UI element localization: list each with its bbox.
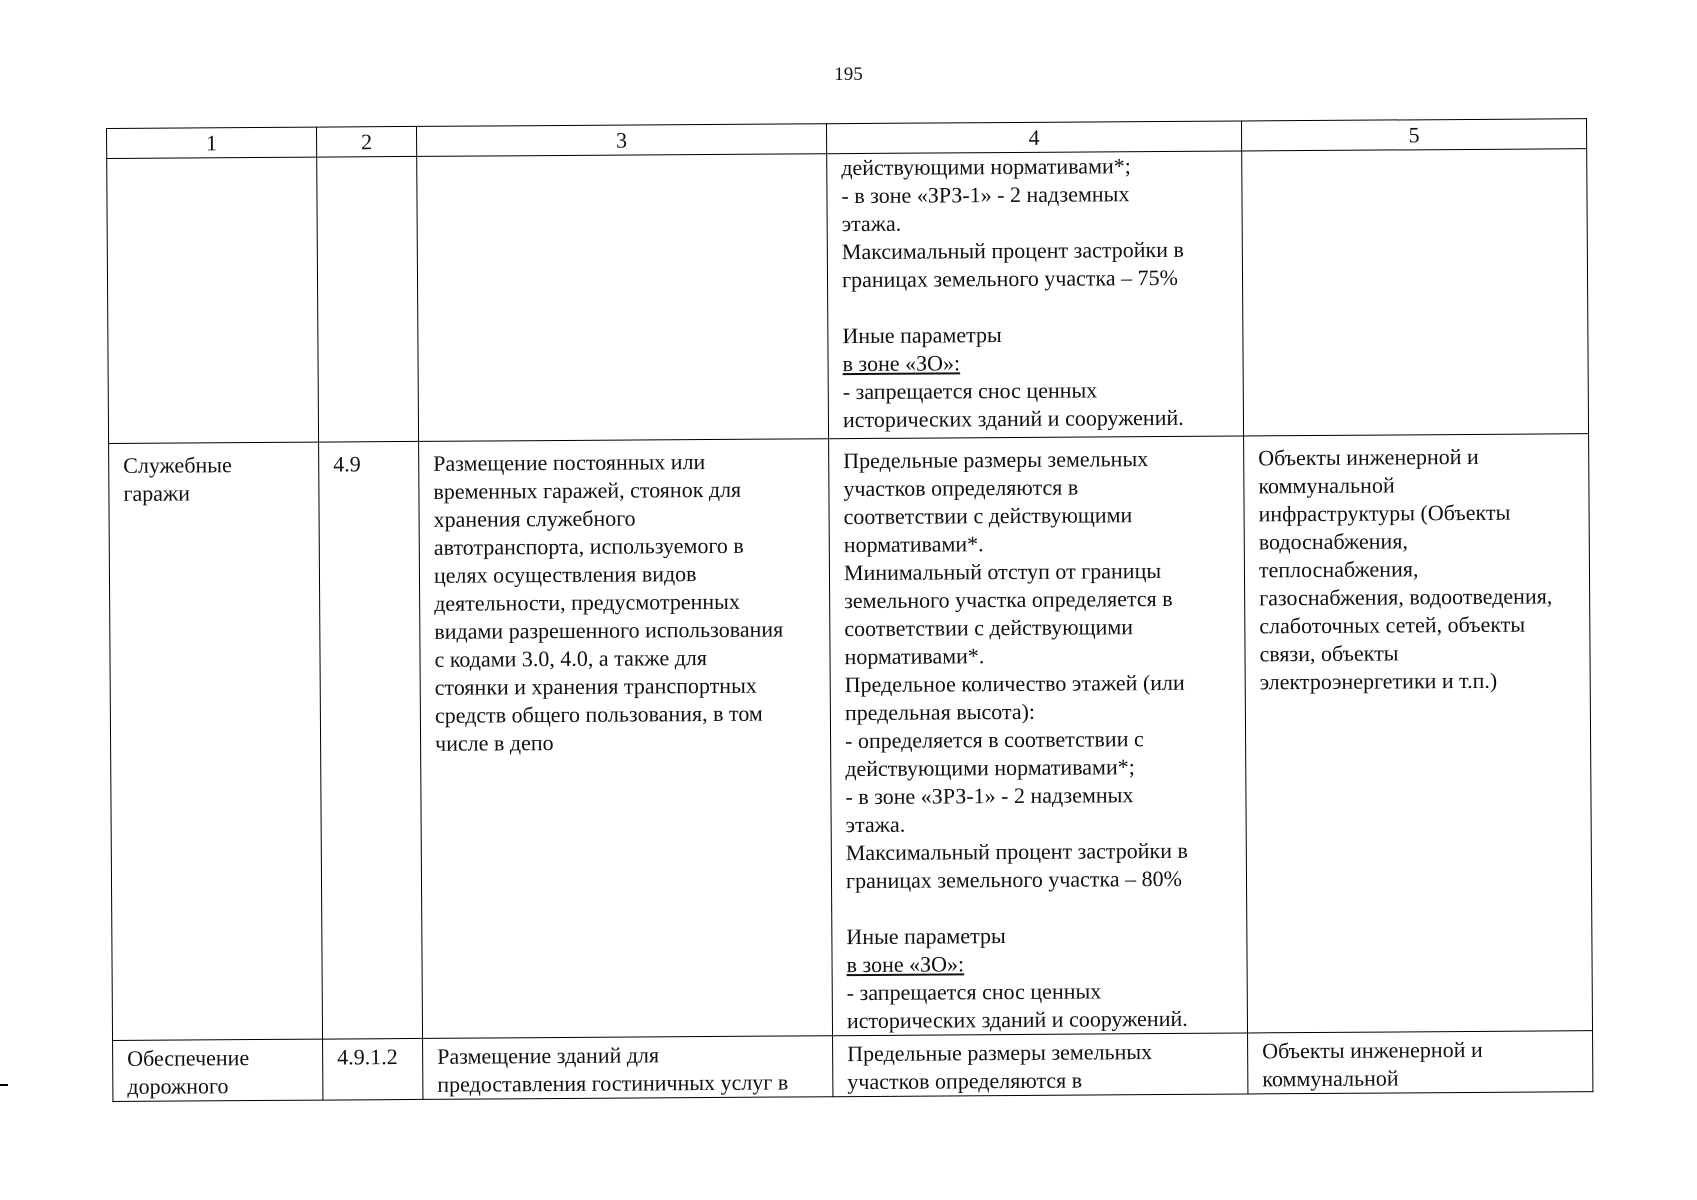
cell-line: автотранспорта, используемого в bbox=[433, 532, 744, 560]
cell-line: Объекты инженерной и bbox=[1258, 443, 1479, 471]
table-row bbox=[113, 1031, 1593, 1102]
cell-line: газоснабжения, водоотведения, bbox=[1259, 583, 1553, 611]
auxiliary-objects-cell bbox=[1242, 149, 1589, 436]
cell-line bbox=[846, 893, 1232, 924]
cell-line: дорожного bbox=[127, 1073, 229, 1099]
column-header-3: 3 bbox=[416, 124, 826, 157]
cell-line: временных гаражей, стоянок для bbox=[433, 476, 742, 504]
cell-line: числе в депо bbox=[435, 730, 554, 756]
cell-line: Минимальный отступ от границы bbox=[843, 558, 1162, 586]
cell-line: участков определяются в bbox=[843, 474, 1079, 502]
cell-line: Иные параметры bbox=[842, 322, 1002, 349]
cell-line: Предельные размеры земельных bbox=[847, 1039, 1153, 1067]
cell-line: соответствии с действующими bbox=[844, 614, 1134, 642]
cell-line: стоянки и хранения транспортных bbox=[434, 672, 757, 700]
cell-line: предоставления гостиничных услуг в bbox=[437, 1069, 789, 1097]
cell-line: электроэнергетики и т.п.) bbox=[1259, 667, 1498, 695]
auxiliary-objects-cell bbox=[1244, 434, 1593, 1033]
cell-line: с кодами 3.0, 4.0, а также для bbox=[434, 645, 708, 672]
cell-line bbox=[842, 292, 1228, 323]
cell-line: Объекты инженерной и bbox=[1262, 1036, 1483, 1064]
use-description-cell bbox=[419, 439, 833, 1039]
cell-line: коммунальной bbox=[1258, 472, 1395, 499]
cell-line: Максимальный процент застройки в bbox=[845, 837, 1188, 866]
cell-line: нормативами*. bbox=[843, 531, 984, 558]
cell-line: этажа. bbox=[845, 811, 906, 838]
margin-mark bbox=[0, 1084, 8, 1086]
table-row bbox=[107, 149, 1589, 444]
cell-line: целях осуществления видов bbox=[433, 561, 697, 588]
use-name-cell bbox=[107, 157, 319, 443]
parameters-cell bbox=[829, 436, 1248, 1036]
cell-line: теплоснабжения, bbox=[1258, 556, 1419, 583]
page-number: 195 bbox=[834, 64, 863, 85]
cell-line: средств общего пользования, в том bbox=[434, 700, 763, 728]
cell-line: в зоне «ЗО»: bbox=[842, 350, 961, 377]
cell-line: Иные параметры bbox=[846, 923, 1006, 950]
parameters-cell bbox=[833, 1033, 1248, 1097]
cell-line: - в зоне «ЗРЗ-1» - 2 надземных bbox=[841, 181, 1130, 209]
cell-line: Предельные размеры земельных bbox=[843, 446, 1149, 474]
use-code-cell: 4.9.1.2 bbox=[323, 1038, 423, 1100]
cell-line: Обеспечение bbox=[127, 1045, 250, 1071]
cell-line: исторических зданий и сооружений. bbox=[842, 404, 1184, 433]
use-name-cell bbox=[113, 1039, 323, 1101]
column-header-4: 4 bbox=[826, 121, 1241, 154]
column-header-5: 5 bbox=[1241, 119, 1586, 151]
cell-line: действующими нормативами*; bbox=[845, 754, 1135, 782]
use-name-cell bbox=[109, 442, 323, 1040]
cell-line: - запрещается снос ценных bbox=[842, 377, 1098, 405]
cell-line: водоснабжения, bbox=[1258, 528, 1408, 555]
cell-line: хранения служебного bbox=[433, 505, 636, 532]
cell-line: связи, объекты bbox=[1259, 640, 1399, 667]
cell-line: исторических зданий и сооружений. bbox=[846, 1005, 1188, 1034]
cell-line: Служебные bbox=[123, 452, 232, 478]
cell-line: Размещение постоянных или bbox=[433, 449, 706, 476]
cell-line: предельная высота): bbox=[844, 698, 1036, 726]
cell-line: видами разрешенного использования bbox=[434, 616, 784, 644]
cell-line: в зоне «ЗО»: bbox=[846, 951, 965, 978]
use-code-cell: 4.9 bbox=[319, 441, 423, 1039]
cell-line: нормативами*. bbox=[844, 643, 985, 670]
cell-line: земельного участка определяется в bbox=[844, 585, 1173, 614]
column-header-1: 1 bbox=[107, 127, 317, 158]
cell-line: коммунальной bbox=[1262, 1065, 1399, 1092]
cell-line: Предельное количество этажей (или bbox=[844, 669, 1185, 698]
cell-line: участков определяются в bbox=[847, 1067, 1083, 1095]
cell-line: деятельности, предусмотренных bbox=[434, 588, 741, 616]
cell-line: - определяется в соответствии с bbox=[844, 726, 1144, 754]
cell-line: - в зоне «ЗРЗ-1» - 2 надземных bbox=[845, 782, 1134, 810]
cell-line: границах земельного участка – 75% bbox=[841, 264, 1179, 293]
table-row bbox=[109, 434, 1593, 1041]
parameters-cell bbox=[827, 151, 1244, 439]
cell-line: Максимальный процент застройки в bbox=[841, 236, 1184, 265]
cell-line: Размещение зданий для bbox=[437, 1042, 660, 1069]
cell-line: соответствии с действующими bbox=[843, 502, 1133, 530]
cell-line: границах земельного участка – 80% bbox=[845, 865, 1183, 894]
zoning-table bbox=[106, 118, 1593, 1102]
cell-line: слаботочных сетей, объекты bbox=[1259, 611, 1526, 639]
use-code-cell bbox=[317, 156, 419, 442]
cell-line: гаражи bbox=[123, 480, 191, 506]
cell-line: инфраструктуры (Объекты bbox=[1258, 499, 1511, 527]
cell-line: - запрещается снос ценных bbox=[846, 978, 1102, 1006]
cell-line: этажа. bbox=[841, 210, 902, 237]
use-description-cell bbox=[417, 154, 829, 442]
auxiliary-objects-cell bbox=[1248, 1031, 1593, 1094]
cell-line: действующими нормативами*; bbox=[841, 153, 1131, 181]
column-header-2: 2 bbox=[316, 126, 416, 157]
use-description-cell bbox=[423, 1036, 833, 1100]
